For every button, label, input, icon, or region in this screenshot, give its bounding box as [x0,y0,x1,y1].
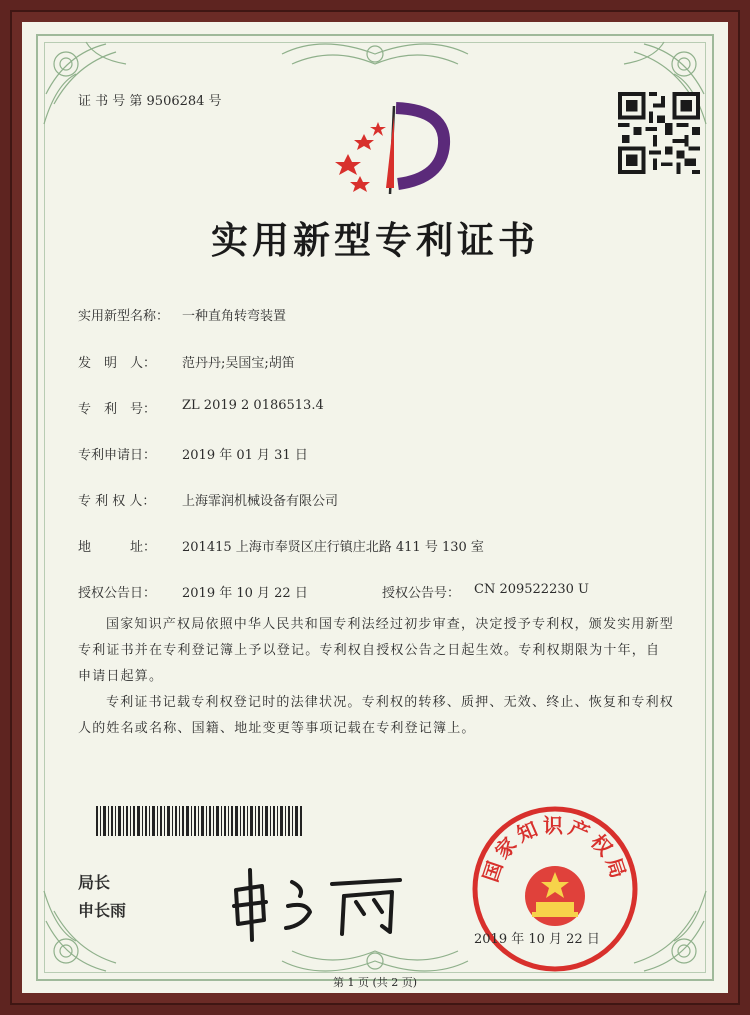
grant-date-value: 2019 年 10 月 22 日 [182,586,308,601]
patent-number-label: 专 利 号： [78,402,157,417]
grant-number-value: CN 209522230 U [474,582,589,597]
utility-model-name-value: 一种直角转弯装置 [182,309,287,324]
director-signature [222,862,412,942]
director-title: 局长 [78,873,111,892]
patentee-label: 专 利 权 人： [78,494,156,509]
patent-office-logo-icon [334,98,464,198]
certificate-frame [10,10,740,1005]
barcode-icon [96,806,304,836]
patent-number-value: ZL 2019 2 0186513.4 [182,398,324,413]
utility-model-name-label: 实用新型名称： [78,309,170,324]
director-name: 申长雨 [78,901,127,920]
patentee-value: 上海霏润机械设备有限公司 [182,494,339,509]
grant-statement-paragraph: 国家知识产权局依照中华人民共和国专利法经过初步审查，决定授予专利权，颁发实用新型专利证书并在专利登记簿上予以登记。专利权自授权公告之日起生效。专利权期限为十年，自申请日起算。 [78,617,675,684]
certificate-paper [22,22,728,993]
inventor-value: 范丹丹;吴国宝;胡笛 [182,356,295,371]
application-date-label: 专利申请日： [78,448,157,463]
corner-ornament-top-left [36,34,146,144]
page-info: 第 1 页 (共 2 页) [332,976,418,989]
top-ornament [272,34,478,74]
grant-date-label: 授权公告日： [78,586,157,601]
grant-number-label: 授权公告号： [382,586,461,601]
qr-code-icon [618,92,700,174]
application-date-value: 2019 年 01 月 31 日 [182,448,308,463]
address-value: 201415 上海市奉贤区庄行镇庄北路 411 号 130 室 [182,540,484,555]
seal-date: 2019 年 10 月 22 日 [474,932,600,947]
inventor-label: 发 明 人： [78,356,157,371]
official-seal [470,804,640,974]
certificate-title: 实用新型专利证书 [211,218,539,262]
address-label: 地 址： [78,540,157,555]
certificate-number: 证 书 号 第 9506284 号 [78,94,222,109]
legal-status-paragraph: 专利证书记载专利权登记时的法律状况。专利权的转移、质押、无效、终止、恢复和专利权人的姓名或名称、国籍、地址变更等事项记载在专利登记簿上。 [78,695,675,736]
svg-text:国家知识产权局: 国家知识产权局 [478,813,632,885]
